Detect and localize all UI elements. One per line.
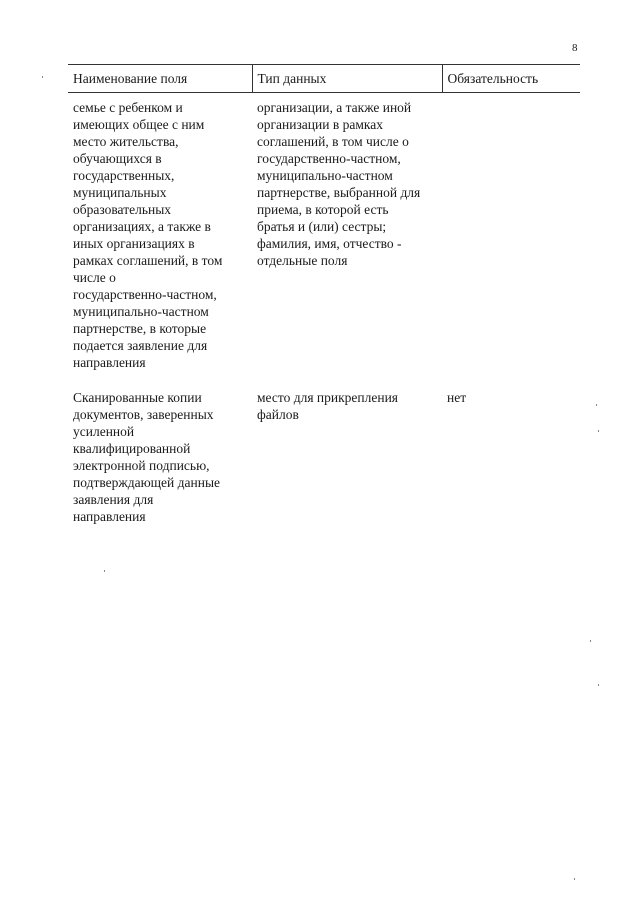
header-mandatory: Обязательность <box>442 65 580 93</box>
cell-mandatory <box>442 383 580 537</box>
scan-speck <box>598 684 599 686</box>
cell-data-type <box>252 93 442 384</box>
data-type-text: организации, а также иной организации в рамках соглашений, в том числе о государственно-частном, муниципально-частном партнерстве, выбранной для приема, в которой есть братья и (или) сестры; фамилия, имя, отчество - отдельные поля <box>257 100 421 268</box>
header-field-name: Наименование поля <box>68 65 252 93</box>
page-number: 8 <box>572 42 578 54</box>
scan-speck <box>42 76 43 78</box>
table-header <box>68 65 580 93</box>
scan-speck <box>598 430 599 432</box>
field-name-text: Сканированные копии документов, заверенных усиленной квалифицированной электронной подписью, подтверждающей данные заявления для направления <box>73 390 221 524</box>
header-data-type: Тип данных <box>252 65 442 93</box>
mandatory-text: нет <box>447 390 467 405</box>
field-name-text: семье с ребенком и имеющих общее с ним место жительства, обучающихся в государственных, муниципальных образовательных организациях, а также в иных организациях в рамках соглашений, в том числе о государственно-частном, муниципально-частном партнерстве, в которые подается заявление для направления <box>73 100 223 370</box>
table-row <box>68 383 580 537</box>
cell-field-name <box>68 93 252 384</box>
scan-speck <box>596 404 597 406</box>
scan-speck <box>104 570 105 572</box>
scan-speck <box>574 878 575 880</box>
cell-data-type <box>252 383 442 537</box>
table-row <box>68 93 580 384</box>
fields-table <box>68 64 580 537</box>
scan-speck <box>590 640 591 642</box>
data-type-text: место для прикрепления файлов <box>257 390 399 422</box>
cell-field-name <box>68 383 252 537</box>
table-header-row <box>68 65 580 93</box>
cell-mandatory <box>442 93 580 384</box>
